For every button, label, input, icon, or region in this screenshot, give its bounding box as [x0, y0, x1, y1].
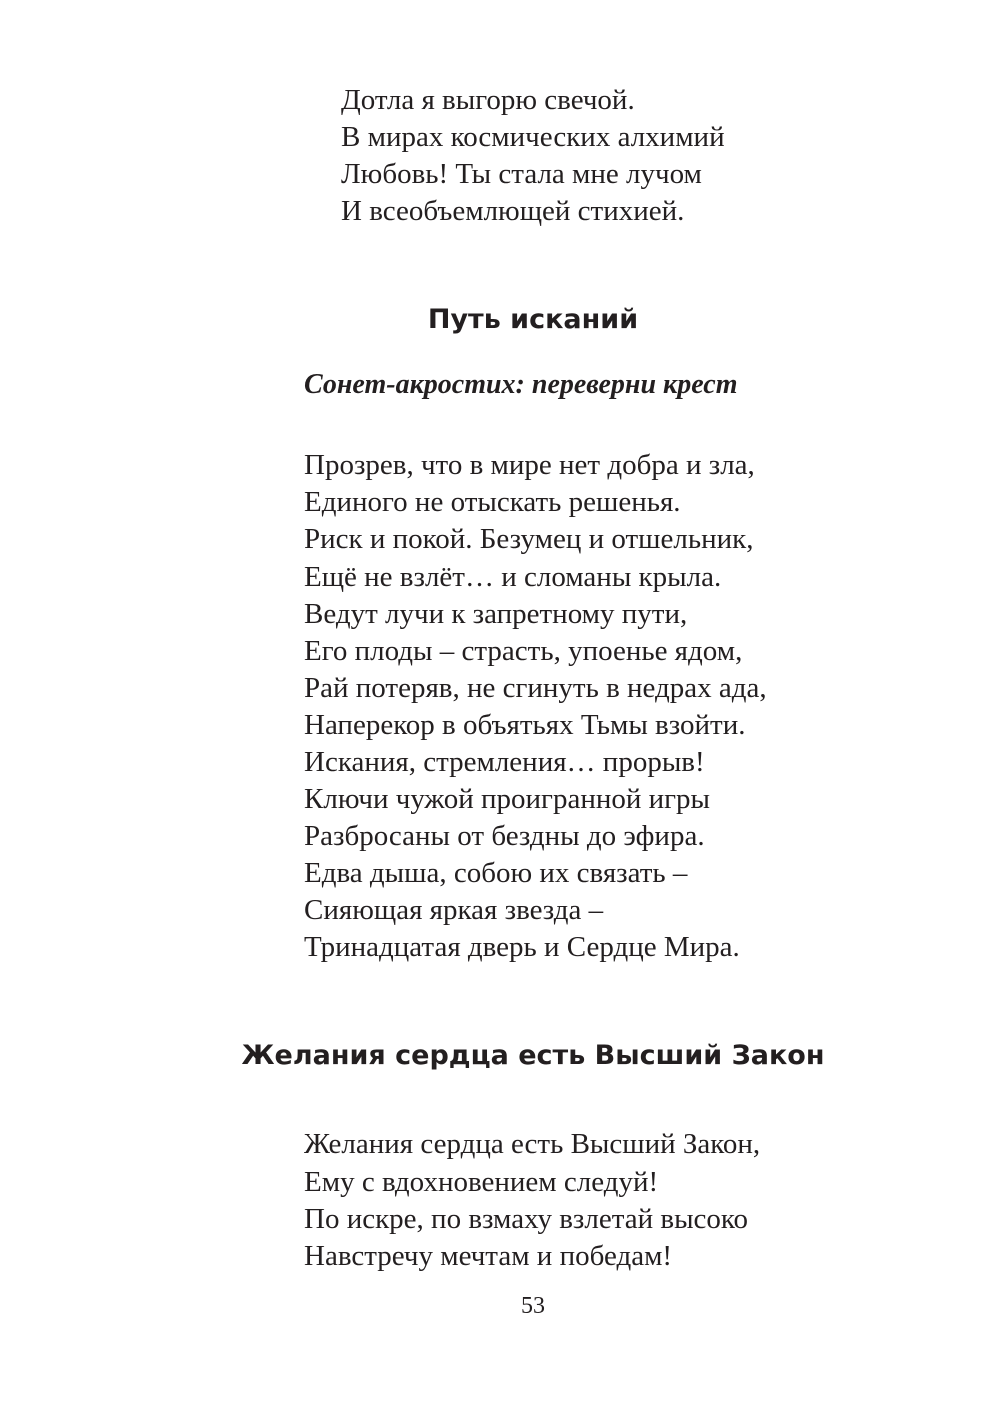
verse-line: Прозрев, что в мире нет добра и зла,: [304, 449, 755, 481]
verse-line: Его плоды – страсть, упоенье ядом,: [304, 635, 743, 667]
verse-line: Разбросаны от бездны до эфира.: [304, 820, 705, 852]
verse-line: Дотла я выгорю свечой.: [341, 84, 635, 116]
page-number: 53: [521, 1293, 545, 1319]
verse-line: Тринадцатая дверь и Сердце Мира.: [304, 931, 740, 963]
verse-line: Риск и покой. Безумец и отшельник,: [304, 523, 754, 555]
verse-line: Ключи чужой проигранной игры: [304, 783, 711, 815]
verse-line: Навстречу мечтам и победам!: [304, 1240, 673, 1272]
poem-title: Путь исканий: [427, 304, 639, 335]
poem-title: Желания сердца есть Высший Закон: [241, 1040, 825, 1071]
verse-line: Наперекор в объятьях Тьмы взойти.: [304, 709, 746, 741]
verse-line: Единого не отыскать решенья.: [304, 486, 681, 518]
verse-line: Ещё не взлёт… и сломаны крыла.: [304, 561, 722, 593]
verse-line: По искре, по взмаху взлетай высоко: [304, 1203, 749, 1235]
verse-line: Сияющая яркая звезда –: [304, 894, 604, 926]
verse-line: Искания, стремления… прорыв!: [304, 746, 705, 778]
verse-line: Желания сердца есть Высший Закон,: [304, 1128, 761, 1160]
verse-line: Едва дыша, собою их связать –: [304, 857, 688, 889]
verse-line: Любовь! Ты стала мне лучом: [341, 158, 702, 190]
verse-line: В мирах космических алхимий: [341, 121, 725, 153]
verse-line: Рай потеряв, не сгинуть в недрах ада,: [304, 672, 767, 704]
verse-line: И всеобъемлющей стихией.: [341, 195, 685, 227]
verse-line: Ему с вдохновением следуй!: [304, 1166, 659, 1198]
poem-subtitle: Сонет-акростих: переверни крест: [304, 369, 738, 400]
verse-line: Ведут лучи к запретному пути,: [304, 598, 688, 630]
